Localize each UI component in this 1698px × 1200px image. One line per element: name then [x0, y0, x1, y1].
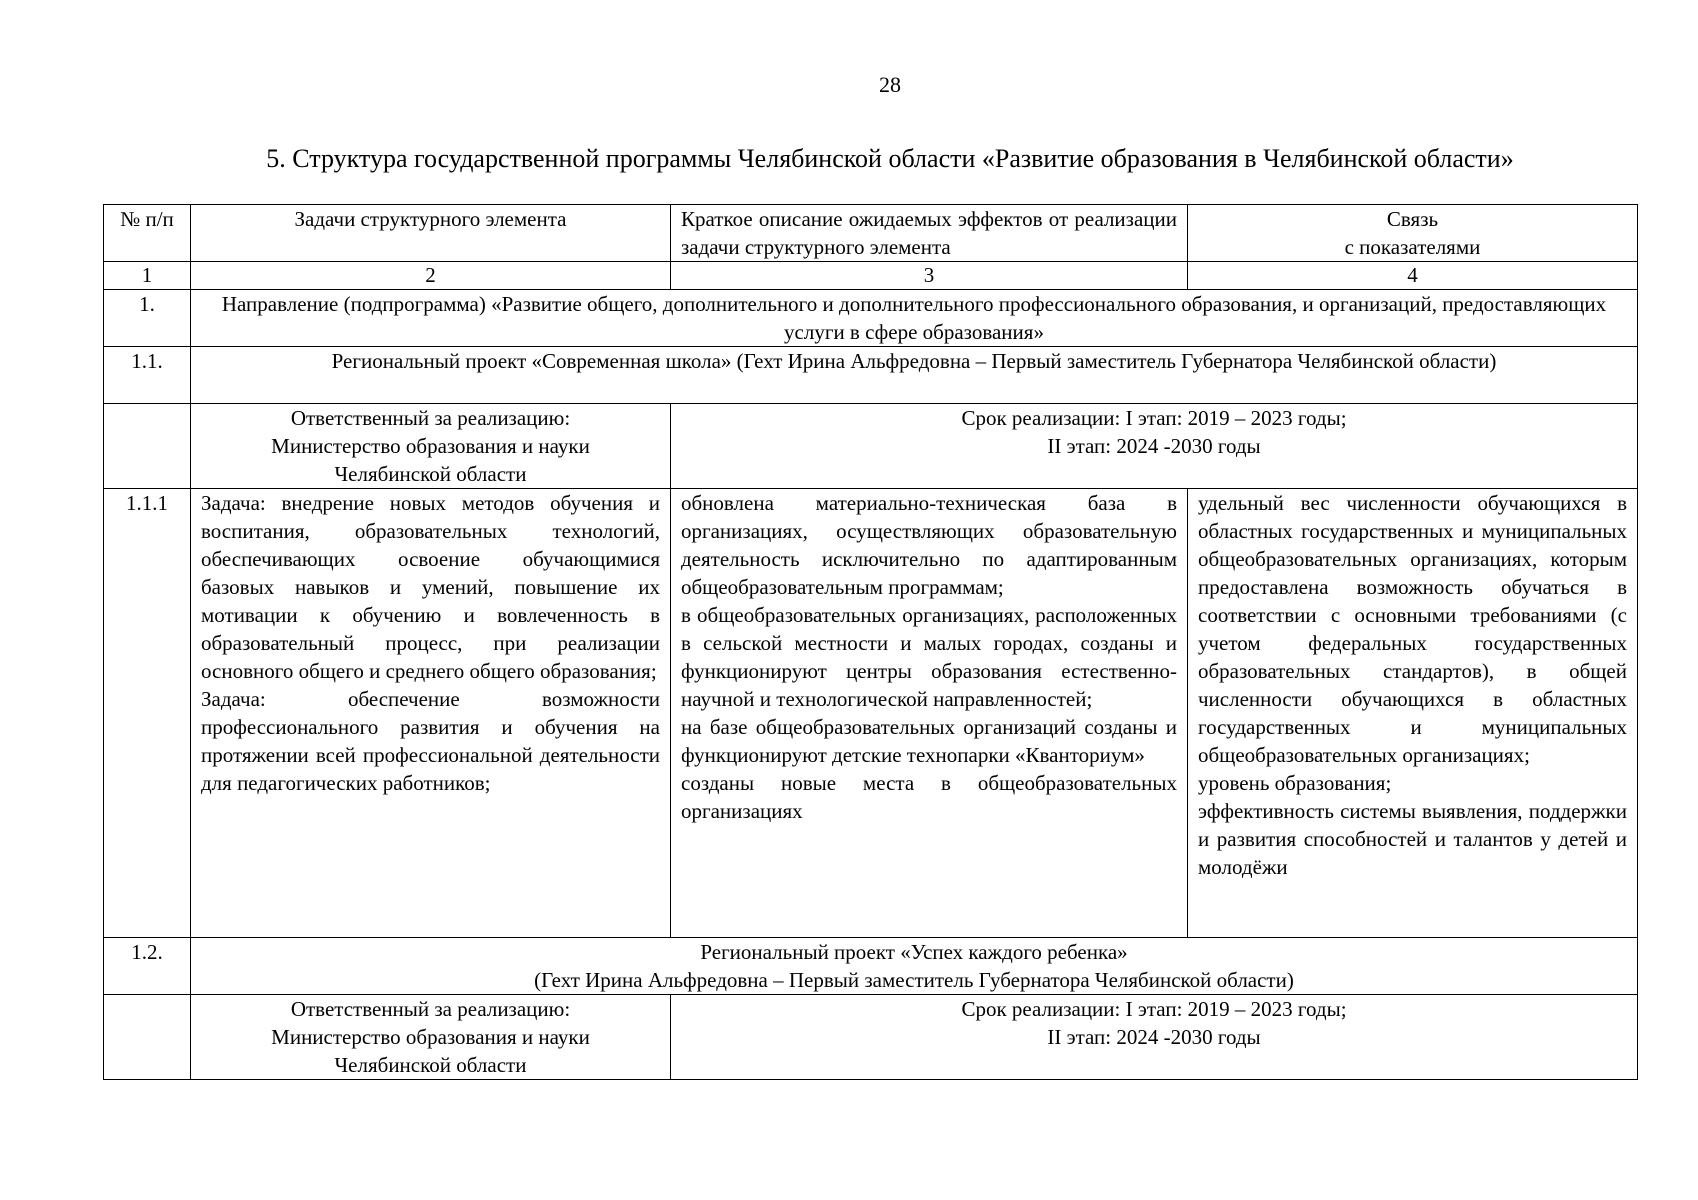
direction-text: Направление (подпрограмма) «Развитие общего, дополнительного и дополнительного профессионального образования, и организаций, предоставляющих услуги в сфере образования» — [191, 290, 1638, 347]
term-stage-1: Срок реализации: I этап: 2019 – 2023 годы; — [961, 406, 1347, 430]
column-number-4: 4 — [1188, 262, 1638, 290]
direction-number: 1. — [104, 290, 191, 347]
document-title: 5. Структура государственной программы Челябинской области «Развитие образования в Челябинской области» — [266, 144, 1514, 173]
column-number-2: 2 — [191, 262, 671, 290]
effect-item-2: в общеобразовательных организациях, расположенных в сельской местности и малых городах, созданы и функционируют центры образования естественно- научной и технологической направленностей; — [681, 603, 1177, 711]
program-structure-table — [103, 204, 1638, 1080]
project-2-responsible — [191, 995, 671, 1080]
header-indicators-line-2: с показателями — [1344, 235, 1481, 259]
header-effects: Краткое описание ожидаемых эффектов от реализации задачи структурного элемента — [671, 205, 1188, 262]
task-indicators-cell — [1188, 489, 1638, 938]
project-2-number: 1.2. — [104, 938, 191, 995]
project-1-responsible-row — [104, 404, 1638, 489]
task-effects-cell — [671, 489, 1188, 938]
task-number: 1.1.1 — [104, 489, 191, 938]
empty-cell — [104, 404, 191, 489]
effect-item-4: созданы новые места в общеобразовательных организациях — [681, 771, 1177, 823]
project-2-row — [104, 938, 1638, 995]
header-tasks: Задачи структурного элемента — [191, 205, 671, 262]
header-indicators — [1188, 205, 1638, 262]
term-stage-2: II этап: 2024 -2030 годы — [1047, 1025, 1261, 1049]
effect-item-3: на базе общеобразовательных организаций созданы и функционируют детские технопарки «Кванториум» — [681, 715, 1177, 767]
indicator-item-2: уровень образования; — [1198, 771, 1392, 795]
responsible-region: Челябинской области — [334, 462, 527, 486]
responsible-ministry: Министерство образования и науки — [271, 1025, 590, 1049]
header-number: № п/п — [104, 205, 191, 262]
project-2-responsible-row — [104, 995, 1638, 1080]
project-1-term — [671, 404, 1638, 489]
project-1-number: 1.1. — [104, 347, 191, 404]
table-header-row — [104, 205, 1638, 262]
indicator-item-1: удельный вес численности обучающихся в областных государственных и муниципальных общеобразовательных организациях, которым предоставлена возможность обучаться в соответствии с основными требованиями (с учетом федеральных государственных образовательных стандартов), в общей численности обучающихся в областных государственных и муниципальных общеобразовательных организациях; — [1198, 491, 1627, 767]
project-2-curator: (Гехт Ирина Альфредовна – Первый заместитель Губернатора Челябинской области) — [534, 968, 1294, 992]
task-item-2: Задача: обеспечение возможности профессионального развития и обучения на протяжении всей профессиональной деятельности для педагогических работников; — [201, 687, 660, 795]
page-number: 28 — [879, 72, 901, 97]
column-number-3: 3 — [671, 262, 1188, 290]
indicator-item-3: эффективность системы выявления, поддержки и развития способностей и талантов у детей и молодёжи — [1198, 799, 1627, 879]
header-indicators-line-1: Связь — [1386, 207, 1439, 231]
project-1-row — [104, 347, 1638, 404]
responsible-ministry: Министерство образования и науки — [271, 434, 590, 458]
project-2-text — [191, 938, 1638, 995]
term-stage-2: II этап: 2024 -2030 годы — [1047, 434, 1261, 458]
project-2-title: Региональный проект «Успех каждого ребенка» — [700, 940, 1128, 964]
task-item-1: Задача: внедрение новых методов обучения и воспитания, образовательных технологий, обеспечивающих освоение обучающимися базовых навыков и умений, повышение их мотивации к обучению и вовлеченность в образовательный процесс, при реализации основного общего и среднего общего образования; — [201, 491, 660, 683]
project-1-text: Региональный проект «Современная школа» (Гехт Ирина Альфредовна – Первый заместитель Губернатора Челябинской области) — [191, 347, 1638, 404]
empty-cell — [104, 995, 191, 1080]
project-2-term — [671, 995, 1638, 1080]
responsible-region: Челябинской области — [334, 1053, 527, 1077]
responsible-label: Ответственный за реализацию: — [290, 997, 571, 1021]
term-stage-1: Срок реализации: I этап: 2019 – 2023 годы; — [961, 997, 1347, 1021]
direction-row — [104, 290, 1638, 347]
task-tasks-cell — [191, 489, 671, 938]
effect-item-1: обновлена материально-техническая база в организациях, осуществляющих образовательную деятельность исключительно по адаптированным общеобразовательным программам; — [681, 491, 1177, 599]
column-number-row — [104, 262, 1638, 290]
project-1-responsible — [191, 404, 671, 489]
responsible-label: Ответственный за реализацию: — [290, 406, 571, 430]
column-number-1: 1 — [104, 262, 191, 290]
task-row — [104, 489, 1638, 938]
